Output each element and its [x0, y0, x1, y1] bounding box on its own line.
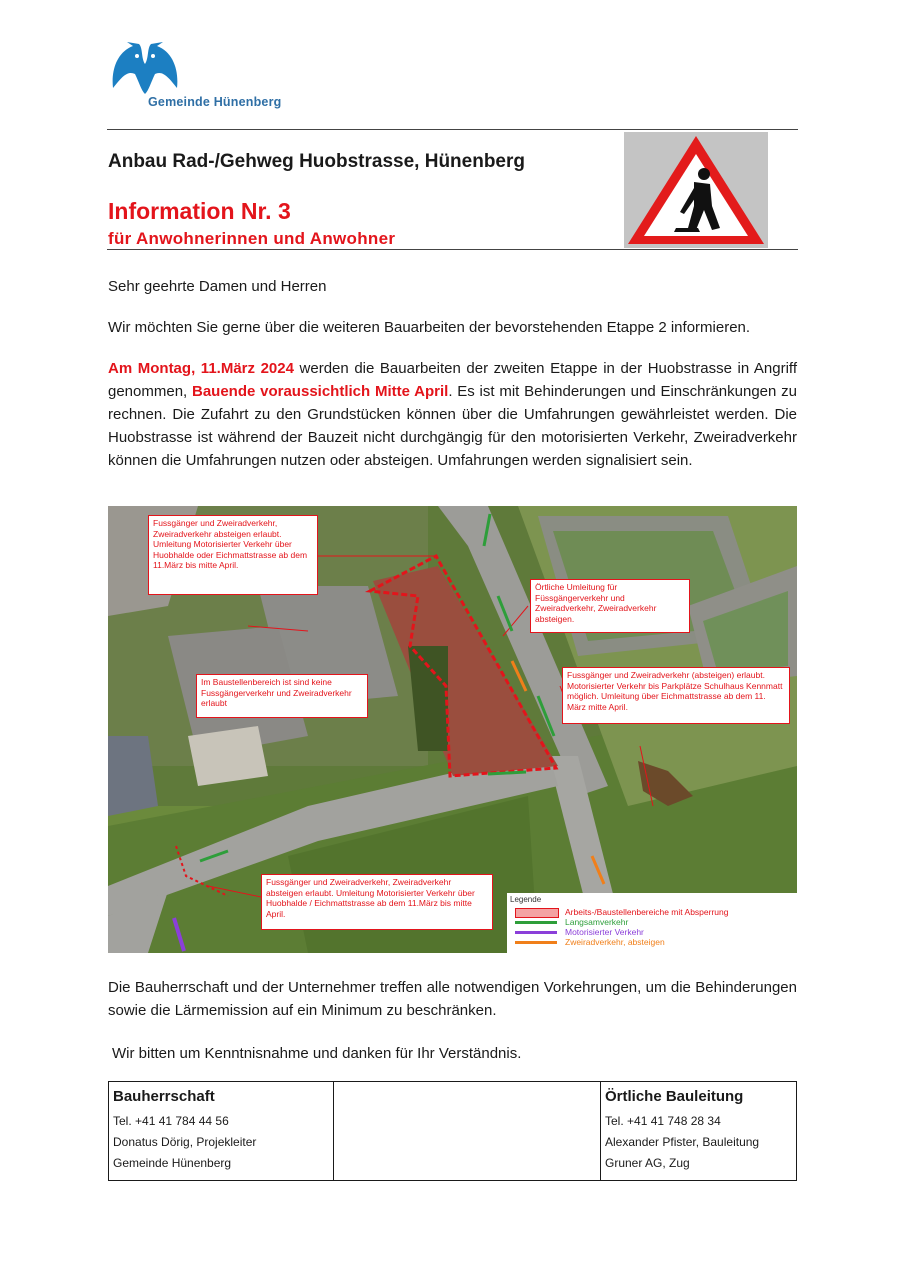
schedule-paragraph — [108, 357, 797, 472]
schedule-text-b: . Es ist mit Behinderungen und Einschränkungen zu rechnen. Die Zufahrt zu den Grundstücken können über die Umfahrungen gewährleistet werden. Die Huobstrasse ist während der Bauzeit nicht durchgängig für den motorisierten Verkehr, Zweiradverkehr können die Umfahrungen nutzen oder absteigen. Umfahrungen werden signalisiert sein. — [108, 383, 797, 469]
logo-text: Gemeinde Hünenberg — [148, 95, 282, 109]
map-callout-south: Fussgänger und Zweiradverkehr, Zweiradverkehr absteigen erlaubt. Umleitung Motorisierter Verkehr über Huobhalde / Eichmattstrasse ab dem 11.März bis mitte April. — [261, 874, 493, 930]
end-date: Bauende voraussichtlich Mitte April — [192, 383, 449, 400]
site-map — [108, 506, 797, 953]
legend-label-construction: Arbeits-/Baustellenbereiche mit Absperrung — [565, 907, 729, 917]
info-title: Information Nr. 3 — [108, 198, 291, 224]
map-legend — [507, 893, 797, 953]
document-title: Anbau Rad-/Gehweg Huobstrasse, Hünenberg — [108, 151, 525, 172]
legend-swatch-bike-dismount — [515, 941, 557, 944]
client-person: Donatus Dörig, Projekleiter — [113, 1135, 257, 1149]
greeting: Sehr geehrte Damen und Herren — [108, 278, 327, 295]
empty-cell — [334, 1082, 601, 1181]
info-subtitle: für Anwohnerinnen und Anwohner — [108, 229, 396, 248]
contact-table — [108, 1081, 797, 1181]
legend-label-motor-traffic: Motorisierter Verkehr — [565, 927, 644, 937]
legend-label-bike-dismount: Zweiradverkehr, absteigen — [565, 937, 665, 947]
map-callout-east: Fussgänger und Zweiradverkehr (absteigen) erlaubt. Motorisierter Verkehr bis Parkplätze Schulhaus Kennmatt möglich. Umleitung über Eichmattstrasse ab dem 11. März mitte April. — [562, 667, 790, 724]
closing-paragraph: Die Bauherrschaft und der Unternehmer treffen alle notwendigen Vorkehrungen, um die Behinderungen sowie die Lärmemission auf ein Minimum zu beschränken. — [108, 979, 797, 1019]
thanks-paragraph: Wir bitten um Kenntnisnahme und danken für Ihr Verständnis. — [112, 1045, 522, 1062]
site-management-company: Gruner AG, Zug — [605, 1156, 690, 1170]
site-management-person: Alexander Pfister, Bauleitung — [605, 1135, 760, 1149]
bottom-rule — [107, 249, 798, 250]
site-management-contact — [601, 1082, 797, 1181]
map-callout-construction-area: Im Baustellenbereich ist sind keine Fussgängerverkehr und Zweiradverkehr erlaubt — [196, 674, 368, 718]
legend-swatch-motor-traffic — [515, 931, 557, 934]
legend-label-slow-traffic: Langsamverkehr — [565, 917, 629, 927]
top-rule — [107, 129, 798, 130]
map-callout-north: Fussgänger und Zweiradverkehr, Zweiradverkehr absteigen erlaubt. Umleitung Motorisierter Verkehr über Huobhalde oder Eichmattstrasse ab dem 11.März bis mitte April. — [148, 515, 318, 595]
unicorn-logo-icon — [105, 40, 185, 95]
legend-title: Legende — [510, 895, 542, 904]
schedule-text-a: werden die Bauarbeiten der zweiten Etappe in der Huobstrasse in Angriff genommen, — [108, 360, 797, 400]
site-management-heading: Örtliche Bauleitung — [605, 1088, 744, 1105]
map-callout-local-detour: Örtliche Umleitung für Füssgängerverkehr und Zweiradverkehr, Zweiradverkehr absteigen. — [530, 579, 690, 633]
intro-paragraph: Wir möchten Sie gerne über die weiteren Bauarbeiten der bevorstehenden Etappe 2 informieren. — [108, 319, 751, 336]
start-date: Am Montag, 11.März 2024 — [108, 360, 294, 377]
client-organisation: Gemeinde Hünenberg — [113, 1156, 232, 1170]
client-heading: Bauherrschaft — [113, 1088, 215, 1105]
client-contact — [109, 1082, 334, 1181]
construction-warning-sign-icon — [624, 132, 768, 248]
client-phone: Tel. +41 41 784 44 56 — [113, 1114, 229, 1128]
site-management-phone: Tel. +41 41 748 28 34 — [605, 1114, 721, 1128]
legend-swatch-construction — [515, 908, 559, 918]
legend-swatch-slow-traffic — [515, 921, 557, 924]
